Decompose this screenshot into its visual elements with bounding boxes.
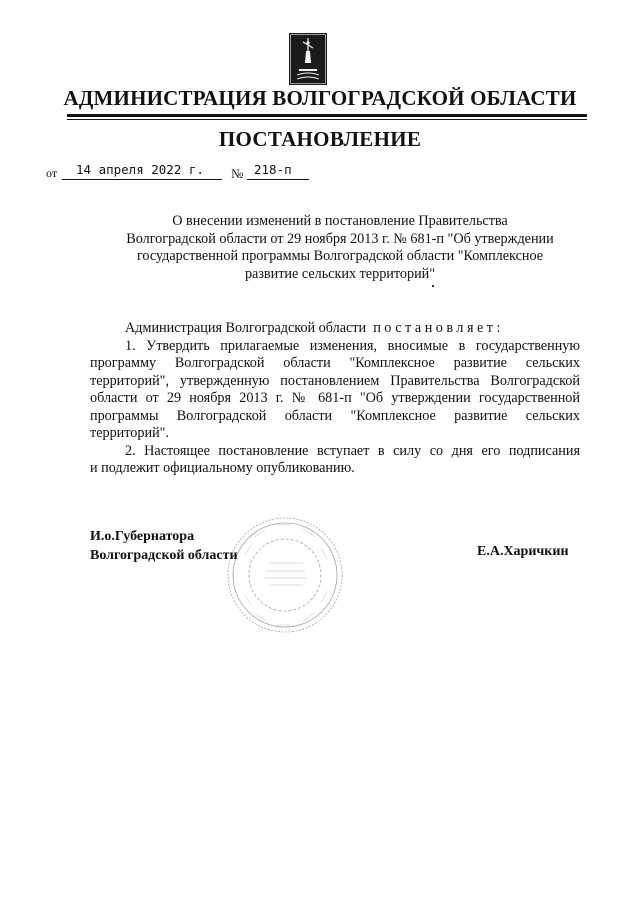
subject-line: Волгоградской области от 29 ноября 2013 г. № 681-п "Об утверждении: [126, 230, 554, 247]
item2-line: 2. Настоящее постановление вступает в силу со дня его подписания: [125, 442, 580, 459]
number-label: №: [231, 166, 244, 181]
subject-line: О внесении изменений в постановление Правительства: [172, 213, 508, 229]
item1-line: программу Волгоградской области "Комплексное развитие сельских: [90, 355, 580, 371]
signatory-name: Е.А.Харичкин: [477, 544, 569, 559]
document-type-title: ПОСТАНОВЛЕНИЕ: [218, 127, 422, 151]
subject-line: развитие сельских территорий": [244, 265, 436, 282]
preamble-line: [90, 320, 580, 338]
item1-line: 1. Утвердить прилагаемые изменения, вносимые в государственную: [125, 337, 580, 354]
subject-line: государственной программы Волгоградской области "Комплексное: [136, 248, 544, 264]
item2-line: и подлежит официальному опубликованию.: [90, 460, 355, 476]
organization-title: АДМИНИСТРАЦИЯ ВОЛГОГРАДСКОЙ ОБЛАСТИ: [63, 86, 577, 110]
header-rule-thick: [67, 114, 587, 117]
document-body: [90, 320, 580, 478]
item1-line: территорий".: [90, 425, 170, 441]
office-stamp: [225, 515, 345, 635]
volgograd-emblem-icon: [289, 33, 327, 85]
document-subject: [100, 213, 580, 283]
position-line: Волгоградской области: [90, 548, 238, 563]
date-label: от: [46, 166, 58, 180]
item1-line: области от 29 ноября 2013 г. № 681-п "Об утверждении государственной: [90, 390, 580, 406]
date-value: 14 апреля 2022 г.: [62, 162, 222, 180]
scan-speck: [432, 285, 434, 287]
signatory-position: [90, 527, 238, 565]
item1-line: территорий", утвержденную постановлением Правительства Волгоградской: [90, 372, 580, 389]
number-value: 218-п: [247, 162, 309, 180]
header-rule-thin: [67, 119, 587, 120]
item1-line: программы Волгоградской области "Комплексное развитие сельских: [90, 407, 580, 424]
position-line: И.о.Губернатора: [90, 529, 195, 544]
preamble-verb: постановляет:: [373, 320, 504, 336]
preamble-prefix: Администрация Волгоградской области: [125, 320, 367, 336]
